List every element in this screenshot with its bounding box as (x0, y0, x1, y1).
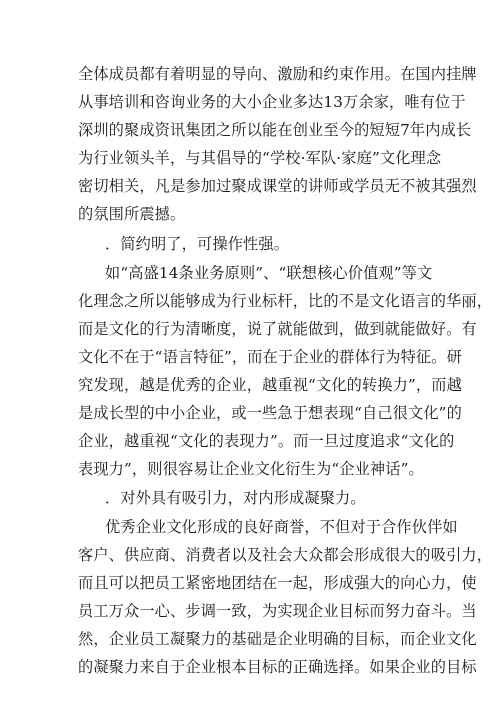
text-line-14: 企业，越重视“文化的表现力”。而一旦过度追求“文化的 (78, 432, 455, 450)
text-line-10: 而是文化的行为清晰度，说了就能做到，做到就能做好。有 (78, 320, 477, 338)
text-line-2: 从事培训和咨询业务的大小企业多达13万余家，唯有位于 (78, 93, 466, 111)
section-heading-2: ．对外具有吸引力，对内形成凝聚力。 (105, 489, 366, 507)
text-line-8: 如“高盛14条业务原则”、“联想核心价值观”等文 (105, 264, 433, 282)
text-line-19: 而且可以把员工紧密地团结在一起，形成强大的向心力，使 (78, 574, 477, 592)
text-line-1: 全体成员都有着明显的导向、激励和约束作用。在国内挂牌 (78, 65, 477, 83)
section-heading-1: ．简约明了，可操作性强。 (105, 235, 290, 253)
text-line-11: 文化不在于“语言特征”，而在于企业的群体行为特征。研 (78, 348, 462, 366)
text-line-9: 化理念之所以能够成为行业标杆，比的不是文化语言的华丽， (78, 292, 493, 310)
text-line-12: 究发现，越是优秀的企业，越重视“文化的转换力”，而越 (78, 376, 462, 394)
text-line-4: 为行业领头羊，与其倡导的“学校·军队·家庭”文化理念 (78, 149, 442, 167)
text-line-13: 是成长型的中小企业，或一些急于想表现“自己很文化”的 (78, 404, 462, 422)
text-line-21: 然，企业员工凝聚力的基础是企业明确的目标，而企业文化 (78, 630, 477, 648)
text-line-5: 密切相关，凡是参加过聚成课堂的讲师或学员无不被其强烈 (78, 177, 477, 195)
text-line-20: 员工万众一心、步调一致，为实现企业目标而努力奋斗。当 (78, 602, 477, 620)
text-line-3: 深圳的聚成资讯集团之所以能在创业至今的短短7年内成长 (78, 121, 472, 139)
text-line-15: 表现力”，则很容易让企业文化衍生为“企业神话”。 (78, 460, 424, 478)
text-line-17: 优秀企业文化形成的良好商誉，不但对于合作伙伴如 (105, 518, 458, 536)
text-line-18: 客户、供应商、消费者以及社会大众都会形成很大的吸引力， (78, 546, 493, 564)
text-line-22: 的凝聚力来自于企业根本目标的正确选择。如果企业的目标 (78, 658, 477, 676)
text-line-6: 的氛围所震撼。 (78, 205, 186, 223)
